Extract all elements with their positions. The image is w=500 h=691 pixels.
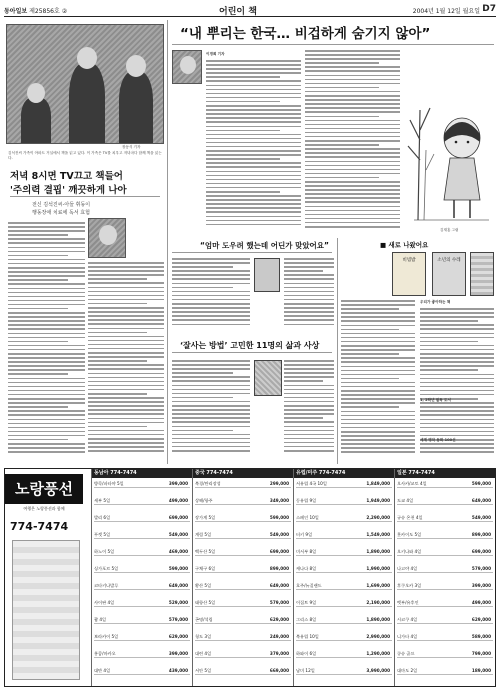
- ad-row-price: 699,000: [269, 549, 289, 554]
- ad-row: [296, 582, 392, 590]
- ad-row: [195, 616, 291, 624]
- ad-row-name: 호주/뉴질랜드: [296, 583, 322, 588]
- ad-row: [296, 616, 392, 624]
- ad-row-name: 계림 5일: [195, 532, 212, 537]
- ad-row-price: 189,000: [471, 668, 491, 673]
- ad-row-name: 오키나와 4일: [397, 549, 422, 554]
- ad-row: [195, 497, 291, 505]
- ad-row-name: 곤명/석림: [195, 617, 213, 622]
- ad-row-name: 홋카이도 5일: [397, 532, 422, 537]
- ad-row-price: 579,000: [269, 600, 289, 605]
- ad-row-name: 시코쿠 4일: [397, 617, 418, 622]
- ad-row-name: 싱가포르 5일: [94, 566, 119, 571]
- ad-row: [195, 480, 291, 488]
- ad-row-price: 3,990,000: [366, 668, 390, 673]
- ad-row-price: 399,000: [168, 481, 188, 486]
- ad-row: [94, 480, 190, 488]
- ad-row: [296, 667, 392, 675]
- person-head: [126, 55, 146, 77]
- ad-row: [195, 599, 291, 607]
- ad-row-price: 649,000: [471, 498, 491, 503]
- ad-row: [296, 548, 392, 556]
- book-cover-2: [432, 252, 466, 296]
- ad-row: [296, 599, 392, 607]
- main-headline: “내 뿌리는 한국… 비겁하게 숨기지 않아”: [180, 26, 431, 42]
- person-head: [99, 225, 117, 245]
- ad-row-name: 하노이 5일: [94, 549, 115, 554]
- ad-row: [94, 531, 190, 539]
- person-figure: [69, 63, 105, 143]
- ad-row-price: 2,290,000: [366, 515, 390, 520]
- ad-row-name: 세부 5일: [94, 498, 111, 503]
- mid-rule: [172, 352, 332, 353]
- family-photo: [6, 24, 164, 144]
- box-body-col-1: [172, 258, 250, 330]
- book-title-2: 소년의 수레: [437, 258, 461, 263]
- author-photo: [172, 50, 202, 84]
- ad-row-name: 동유럽 9일: [296, 498, 317, 503]
- headline-rule: [172, 44, 494, 45]
- ad-row: [94, 616, 190, 624]
- person-head: [180, 56, 196, 74]
- book-title-1: 비빔밥: [402, 258, 416, 263]
- ad-row: [94, 582, 190, 590]
- person-head: [77, 47, 97, 69]
- photo-caption: 김석진씨 가족이 아파트 거실에서 책을 읽고 있다. 이 가족은 TV를 치우고 저녁마다 함께 책을 읽는다.: [8, 151, 162, 160]
- column-divider: [167, 20, 168, 464]
- ad-row-price: 349,000: [269, 498, 289, 503]
- ad-row-name: 청도 3일: [195, 634, 212, 639]
- left-subhead-1: 전신 김석진씨-아들 휘동이: [32, 202, 91, 208]
- girl-illustration: [404, 50, 494, 230]
- ad-row-name: 괌 4일: [94, 617, 107, 622]
- ad-row-name: 대마도 2일: [397, 668, 418, 673]
- ad-column: [394, 469, 495, 686]
- ad-row-price: 599,000: [471, 481, 491, 486]
- ad-row: [195, 633, 291, 641]
- ad-row: [195, 514, 291, 522]
- ad-row: [195, 650, 291, 658]
- ad-row-price: 599,000: [269, 515, 289, 520]
- ad-row-price: 899,000: [471, 532, 491, 537]
- box-headline: “엄마 도우려 했는데 어딘가 맞았어요”: [200, 241, 329, 250]
- ad-column: [192, 469, 293, 686]
- ad-row-price: 549,000: [168, 532, 188, 537]
- ad-row: [94, 650, 190, 658]
- ad-row-price: 439,000: [168, 668, 188, 673]
- ad-logo: 노랑풍선: [5, 474, 83, 504]
- ad-row-price: 579,000: [168, 617, 188, 622]
- paper-name: 동아일보 제25856호 ②: [4, 8, 68, 15]
- ad-row-price: 379,000: [269, 651, 289, 656]
- left-headline-1: 저녁 8시면 TV끄고 책들어: [10, 171, 123, 182]
- ad-row-price: 399,000: [471, 583, 491, 588]
- ad-row-price: 1,990,000: [366, 566, 390, 571]
- section-title: 어린이 책: [219, 7, 257, 17]
- ad-phone: 774-7474: [10, 520, 69, 533]
- ad-row-price: 399,000: [168, 651, 188, 656]
- sidebar-col-1: [341, 300, 415, 460]
- mid-body-col-2: [284, 360, 334, 460]
- boy-photo: [88, 218, 126, 258]
- ad-row-price: 299,000: [269, 481, 289, 486]
- ad-row-name: 북유럽 10일: [296, 634, 319, 639]
- writer-label: 이경희 기자: [206, 52, 225, 56]
- girl-drawing: [404, 50, 494, 230]
- ad-row: [195, 667, 291, 675]
- ad-logo-sub: 여행은 노랑풍선과 함께: [23, 506, 65, 511]
- ad-row: [94, 497, 190, 505]
- ad-column-title: 중국 774-7474: [193, 469, 293, 478]
- ad-row: [397, 667, 493, 675]
- ad-row-price: 669,000: [269, 668, 289, 673]
- photo-credit: 장동식 기자: [122, 145, 141, 149]
- column-divider: [337, 238, 338, 464]
- ad-row-price: 2,990,000: [366, 634, 390, 639]
- ad-row: [296, 480, 392, 488]
- left-body-text-2: [88, 262, 164, 460]
- ad-row-name: 미서부 8일: [296, 549, 317, 554]
- ad-row: [94, 599, 190, 607]
- ad-row-price: 699,000: [168, 515, 188, 520]
- ad-row: [296, 531, 392, 539]
- ad-row-name: 스페인 10일: [296, 515, 319, 520]
- ad-row-name: 구채구 6일: [195, 566, 216, 571]
- ad-row-price: 1,890,000: [366, 617, 390, 622]
- ad-row-price: 1,849,000: [366, 481, 390, 486]
- ad-row-price: 579,000: [471, 566, 491, 571]
- book-cover-mid: [254, 360, 282, 396]
- ad-row-price: 629,000: [471, 617, 491, 622]
- ad-row: [397, 514, 493, 522]
- ad-row-price: 1,949,000: [366, 498, 390, 503]
- ad-row-price: 649,000: [269, 583, 289, 588]
- ad-row-name: 보라카이 5일: [94, 634, 119, 639]
- left-body-text: [8, 222, 85, 460]
- ad-row: [296, 633, 392, 641]
- ad-row-price: 529,000: [168, 600, 188, 605]
- ad-row-price: 589,000: [471, 634, 491, 639]
- ad-row-price: 1,890,000: [366, 549, 390, 554]
- ad-row: [94, 565, 190, 573]
- ad-row-name: 이집트 9일: [296, 600, 317, 605]
- ad-row: [94, 548, 190, 556]
- ad-row-name: 백두산 5일: [195, 549, 216, 554]
- ad-row-name: 니가타 4일: [397, 634, 418, 639]
- ad-row-name: 서유럽 4국 10일: [296, 481, 327, 486]
- ad-row-name: 도쿄 4일: [397, 498, 414, 503]
- ad-row: [397, 548, 493, 556]
- book-cover-1: [392, 252, 426, 296]
- ad-row: [296, 497, 392, 505]
- headline-rule: [10, 196, 160, 197]
- sidebar-item-3: 세계 명작 동화 100선: [420, 438, 456, 442]
- person-head: [27, 83, 45, 103]
- issue-date: 2004년 1월 12일 월요일: [412, 8, 480, 15]
- ad-row-price: 699,000: [471, 549, 491, 554]
- book-cover-box: [254, 258, 280, 292]
- ad-row-price: 1,549,000: [366, 532, 390, 537]
- sidebar-item-1: 우리가 좋아하는 책: [420, 300, 451, 304]
- ad-row: [397, 650, 493, 658]
- ad-row: [397, 582, 493, 590]
- page-number: D7: [482, 4, 496, 14]
- mid-body-col-1: [172, 360, 250, 460]
- ad-row-price: 2,190,000: [366, 600, 390, 605]
- mid-headline: ‘잘사는 방법’ 고민한 11명의 삶과 사상: [180, 341, 320, 350]
- ad-row-price: 599,000: [168, 566, 188, 571]
- ad-row-price: 549,000: [269, 532, 289, 537]
- ad-row-name: 장가계 5일: [195, 515, 216, 520]
- person-figure: [119, 71, 153, 143]
- sidebar-item-2: 1, 2학년 필독 도서: [420, 398, 451, 402]
- ad-row-price: 469,000: [168, 549, 188, 554]
- ad-row: [397, 599, 493, 607]
- sidebar-title: ■ 새로 나왔어요: [380, 241, 429, 249]
- ad-row-price: 249,000: [269, 634, 289, 639]
- box-rule: [172, 252, 332, 253]
- ad-row-name: 대만 4일: [94, 668, 111, 673]
- ad-row: [296, 650, 392, 658]
- ad-row: [195, 565, 291, 573]
- ad-row-price: 629,000: [168, 634, 188, 639]
- ad-row-name: 발리 6일: [94, 515, 111, 520]
- ad-row-name: 태항산 5일: [195, 600, 216, 605]
- ad-row-price: 1,699,000: [366, 583, 390, 588]
- ad-row-price: 499,000: [168, 498, 188, 503]
- ad-column-title: 일본 774-7474: [395, 469, 495, 478]
- ad-column: [293, 469, 394, 686]
- ad-row: [94, 633, 190, 641]
- ad-row-name: 방콕/파타야 5일: [94, 481, 124, 486]
- box-body-col-2: [284, 258, 334, 330]
- left-headline-2: '주의력 결핍' 깨끗하게 나아: [10, 185, 127, 196]
- ad-row-name: 그리스 8일: [296, 617, 317, 622]
- ad-row: [397, 616, 493, 624]
- person-figure: [21, 97, 51, 143]
- left-subhead-2: 행동장애 치료에 독서 효험: [32, 210, 90, 216]
- ad-row: [94, 514, 190, 522]
- ad-row-name: 북경/만리장성: [195, 481, 221, 486]
- ad-row-name: 하와이 6일: [296, 651, 317, 656]
- ad-row-price: 629,000: [269, 617, 289, 622]
- ad-row-name: 큐슈 골프: [397, 651, 415, 656]
- ad-row-name: 터키 9일: [296, 532, 313, 537]
- ad-row: [296, 514, 392, 522]
- ad-row: [397, 565, 493, 573]
- ad-row-name: 코타키나발루: [94, 583, 119, 588]
- main-body-col-1: [206, 60, 301, 232]
- ad-row-name: 서안 5일: [195, 668, 212, 673]
- ad-row-name: 푸켓 5일: [94, 532, 111, 537]
- ad-row: [195, 531, 291, 539]
- ad-column-title: 유럽/미주 774-7474: [294, 469, 394, 478]
- ad-row-name: 오사카/교토 4일: [397, 481, 427, 486]
- ad-row-price: 649,000: [168, 583, 188, 588]
- ad-row: [397, 480, 493, 488]
- ad-row-name: 벳부/유후인: [397, 600, 419, 605]
- ad-graphic: [12, 540, 80, 680]
- ad-row-name: 남미 12일: [296, 668, 315, 673]
- ad-row: [397, 531, 493, 539]
- ad-row: [195, 582, 291, 590]
- ad-row-name: 상해/항주: [195, 498, 213, 503]
- ad-column: [91, 469, 192, 686]
- ad-row: [296, 565, 392, 573]
- ad-row: [397, 497, 493, 505]
- ad-row-price: 1,290,000: [366, 651, 390, 656]
- ad-column-title: 동남아 774-7474: [92, 469, 192, 478]
- ad-row-price: 899,000: [269, 566, 289, 571]
- ad-row-name: 후쿠오카 3일: [397, 583, 422, 588]
- ad-row-name: 규슈 온천 4일: [397, 515, 423, 520]
- main-body-col-2: [305, 50, 400, 232]
- ad-row-name: 황산 5일: [195, 583, 212, 588]
- ad-row-name: 캐나다 8일: [296, 566, 317, 571]
- ad-row-name: 홍콩/마카오: [94, 651, 116, 656]
- ad-row-price: 499,000: [471, 600, 491, 605]
- ad-row: [397, 633, 493, 641]
- ad-row-name: 사이판 4일: [94, 600, 115, 605]
- ad-row-price: 549,000: [471, 515, 491, 520]
- book-cover-3: [470, 252, 494, 296]
- ad-row-name: 대련 4일: [195, 651, 212, 656]
- masthead: [4, 4, 496, 17]
- illustration-caption: 김재홍 그림: [440, 228, 459, 232]
- ad-row: [94, 667, 190, 675]
- ad-row-price: 799,000: [471, 651, 491, 656]
- ad-row: [195, 548, 291, 556]
- ad-row-name: 나고야 4일: [397, 566, 418, 571]
